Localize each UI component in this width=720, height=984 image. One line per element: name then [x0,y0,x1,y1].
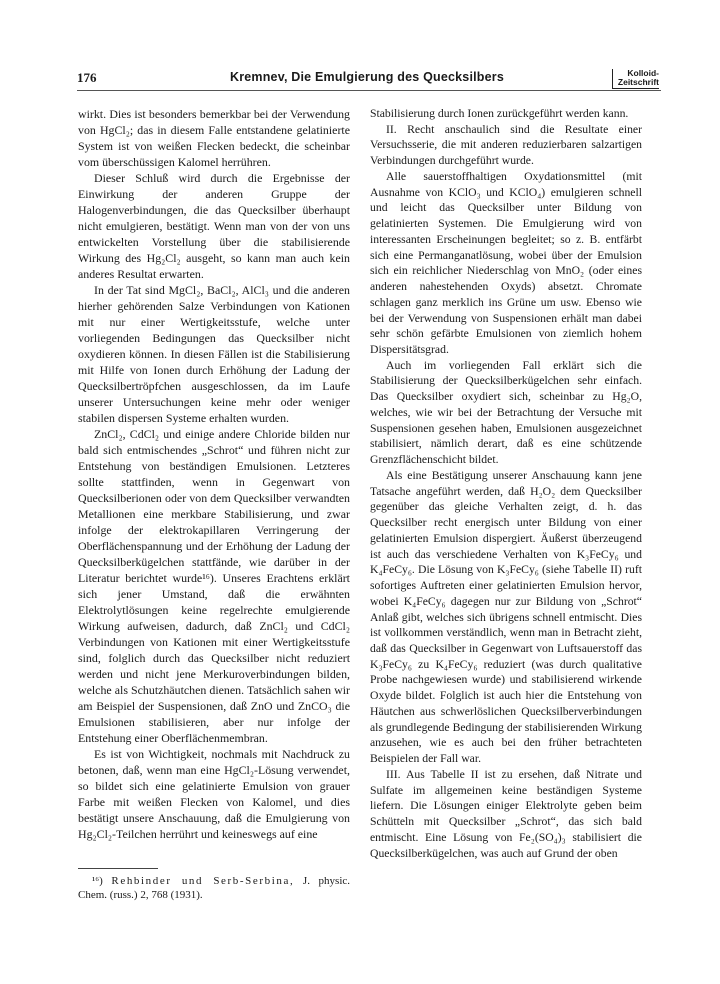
page-number: 176 [77,70,97,85]
footnote-marker: ¹⁶) [92,875,103,887]
footnote-citation: J. physic. Chem. (russ.) 2, 768 (1931). [78,875,351,901]
footnote-authors: Rehbinder und Serb-Serbina, [111,875,295,887]
paragraph: In der Tat sind MgCl₂, BaCl₂, AlCl₃ und die anderen hierher gehörenden Salze Verbindungen von Kationen mit nur einer Wertigkeitsstufe, welche unter vorliegenden Bedingungen das Quecksilber nicht oxydieren können. In diesen Fällen ist die Stabilisierung mit Hilfe von Ionen durch Erhöhung der Ladung der Quecksilbertröpfchen ausgeschlossen, da im Laufe unserer Untersuchungen keine mehr oder weniger stabilen dispersen Systeme erhalten wurden. [78,283,350,425]
paragraph: Es ist von Wichtigkeit, nochmals mit Nachdruck zu betonen, daß, wenn man eine HgCl₂-Lösung verwendet, so bildet sich eine gelatinierte Emulsion von grauer Farbe mit weißen Flecken von Kalomel, und dies bestätigt unsere Anschauung, daß die Emulgierung von Hg₂Cl₂-Teilchen herrührt und keineswegs auf eine [78,747,350,841]
running-title: Kremnev, Die Emulgierung des Quecksilbers [229,70,505,84]
footnote [78,874,350,902]
journal-name-line1: Kolloid- [627,68,659,78]
paragraph: Alle sauerstoffhaltigen Oxydationsmittel (mit Ausnahme von KClO₃ und KClO₄) emulgieren schnell und leicht das Quecksilber unter Bildung von gelatinierten Systemen. Die Emulgierung wird von interessanten Erscheinungen begleitet; so z. B. entfärbt sich eine Permanganatlösung, wobei über der Emulsion sich ein reichlicher Niederschlag von MnO₂ (oder eines anderen nahestehenden Oxyds) absetzt. Chromate schlagen ganz merklich ins Grüne um usw. Ebenso wie bei der Verwendung von Suspensionen erhält man dabei sehr schön gefärbte Emulsionen von ziemlich hohem Dispersitätsgrad. [370,169,642,357]
paragraph: III. Aus Tabelle II ist zu ersehen, daß Nitrate und Sulfate im allgemeinen keine beständigen Systeme liefern. Die Lösungen einiger Elektrolyte geben beim Schütteln mit Quecksilber „Schrot“, das sich bald entmischt. Eine Lösung von Fe₂(SO₄)₃ stabilisiert die Quecksilberkügelchen, was auch auf Grund der oben [370,767,642,860]
paragraph: Auch im vorliegenden Fall erklärt sich die Stabilisierung der Quecksilberkügelchen sehr einfach. Das Quecksilber oxydiert sich, scheinbar zu Hg₂O, welches, wie wir bei der Betrachtung der Versuche mit Suspensionen gesehen haben, Emulsionen ausgezeichnet stabilisiert, nämlich derart, daß es eine schützende Grenzflächenschicht bildet. [370,358,642,467]
journal-name [612,69,659,89]
paragraph: II. Recht anschaulich sind die Resultate einer Versuchsserie, die mit anderen reduzierbaren salzartigen Verbindungen durchgeführt wurde. [370,122,642,168]
footnote-rule [78,868,158,869]
paragraph: Als eine Bestätigung unserer Anschauung kann jene Tatsache angeführt werden, daß H₂O₂ dem Quecksilber gegenüber das gleiche Verhalten zeigt, d. h. das Quecksilber recht energisch unter Bildung von einer gelatinierten Emulsion dispergiert. Äußerst überzeugend ist auch das verschiedene Verhalten von K₃FeCy₆ und K₄FeCy₆. Die Lösung von K₃FeCy₆ (siehe Tabelle II) ruft sofortiges Auftreten einer gelatinierten Emulsion hervor, wobei K₄FeCy₆ dagegen nur zur Bildung von „Schrot“ Anlaß gibt, welches sich übrigens schnell entmischt. Dies ist vollkommen verständlich, wenn man in Betracht zieht, daß das Quecksilber in Gegenwart von Luftsauerstoff das K₃FeCy₆ zu K₄FeCy₆ reduziert (was durch qualitative Probe nachgewiesen wurde) und stabilisierend wirkende Oxyde bildet. Folglich ist auch hier die Entstehung von Häutchen aus schwerlöslichen Quecksilberverbindungen als grundlegende Bedingung der stabilisierenden Wirkung anzusehen, wie es auch bei den früher betrachteten Beispielen der Fall war. [370,468,642,766]
running-header [77,70,657,88]
paragraph: Stabilisierung durch Ionen zurückgeführt werden kann. [370,107,629,120]
right-column [370,106,642,861]
left-column [78,106,350,842]
paragraph: Dieser Schluß wird durch die Ergebnisse der Einwirkung der anderen Gruppe der Halogenverbindungen, die das Quecksilber überhaupt nicht emulgieren, bestätigt. Wenn man von der von uns entwickelten Vorstellung über die stabilisierende Wirkung des Hg₂Cl₂ ausgeht, so kann man auch kein anderes Resultat erwarten. [78,171,350,281]
journal-name-line2: Zeitschrift [617,77,659,87]
header-rule [77,90,661,91]
paragraph: ZnCl₂, CdCl₂ und einige andere Chloride bilden nur bald sich entmischendes „Schrot“ und führen nicht zur Entstehung von beständigen Emulsionen. Letzteres sollte stattfinden, wenn in Gegenwart von Quecksilberionen oder von dem Quecksilber verwandten Metallionen eine merkbare Stabilisierung, und zwar infolge der elektrokapillaren Verringerung der Oberflächenspannung und der Erhöhung der Ladung der Quecksilberkügelchen stattfände, wie darüber in der Literatur berichtet wurde¹⁶). Unseres Erachtens erklärt sich jener Umstand, daß die erwähnten Elektrolytlösungen keine regelrechte emulgierende Wirkung aufweisen, dadurch, daß ZnCl₂ und CdCl₂ Verbindungen von Kationen mit einer Wertigkeitsstufe sind, folglich durch das Quecksilber nicht reduziert werden und nicht jene Merkuroverbindungen bilden, welche als Schutzhäutchen dienen. Tatsächlich sahen wir am Beispiel der Suspensionen, daß ZnO und ZnCO₃ die Emulsionen stabilisieren, aber nur infolge der Entstehung einer Oberflächenmembran. [78,427,350,745]
paragraph: wirkt. Dies ist besonders bemerkbar bei der Verwendung von HgCl₂; das in diesem Falle entstandene gelatinierte System ist von weißen Flecken bedeckt, die scheinbar vom überschüssigen Kalomel herrühren. [78,107,350,169]
